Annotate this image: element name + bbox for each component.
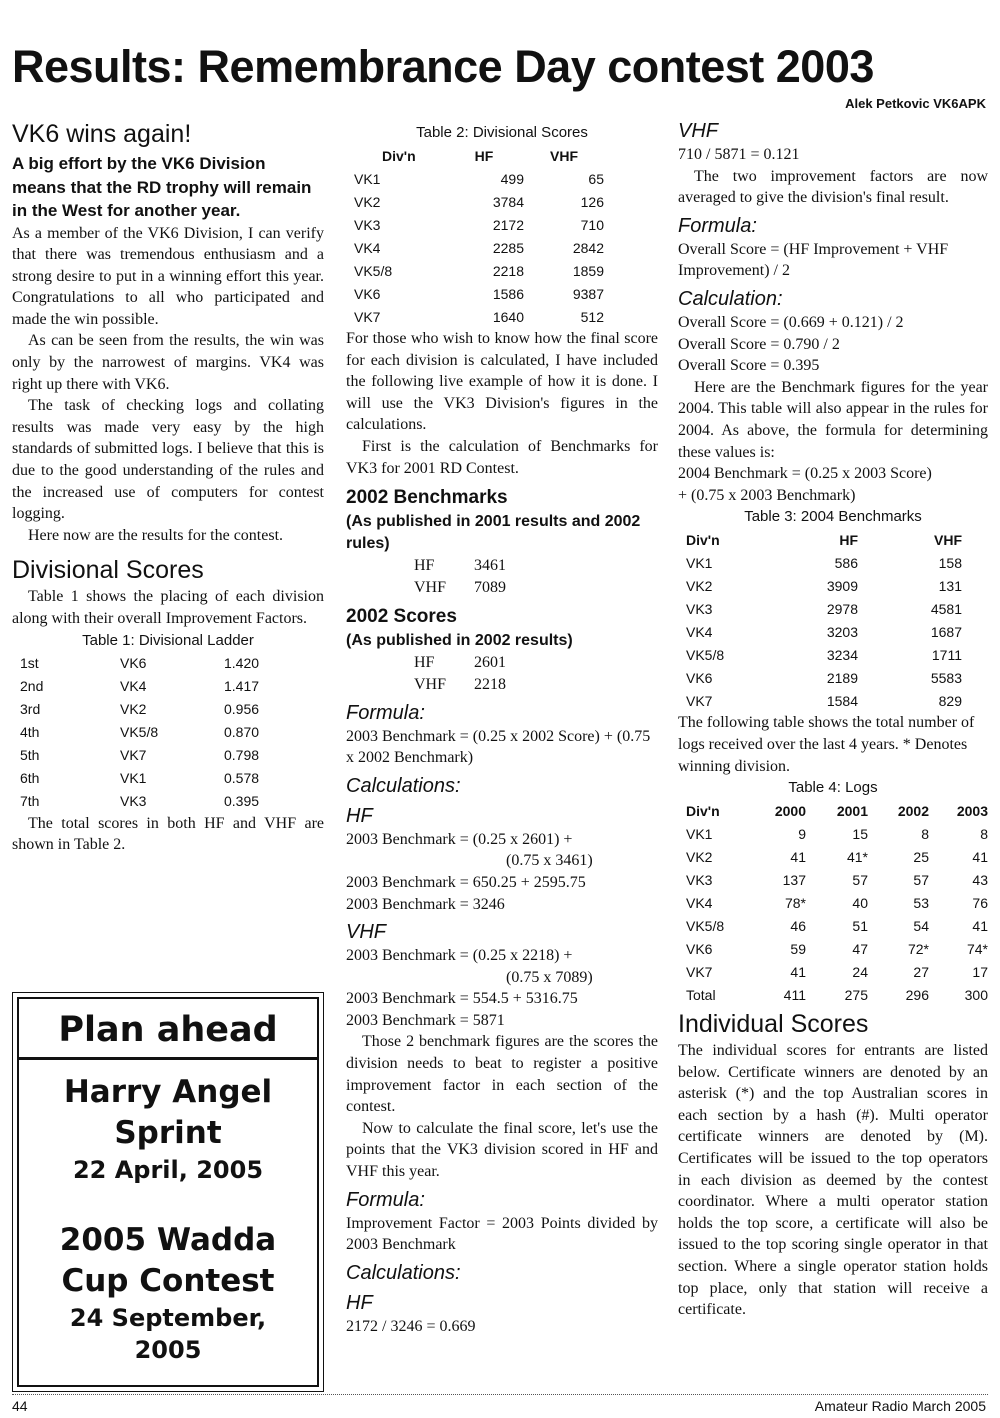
table-row xyxy=(686,914,988,937)
table-cell: VK4 xyxy=(686,623,713,640)
table-row xyxy=(686,822,988,845)
table-cell: VK2 xyxy=(686,848,713,865)
table-row xyxy=(20,721,280,744)
table-row xyxy=(686,643,962,666)
calc-line: Overall Score = 0.790 / 2 xyxy=(678,335,840,353)
table-cell: VK6 xyxy=(120,655,147,672)
table-cell: 137 xyxy=(782,871,806,888)
table-cell: VK4 xyxy=(686,894,713,911)
column-1 xyxy=(12,118,324,856)
table-cell: 57 xyxy=(852,871,868,888)
calc-line: 2003 Benchmark = 650.25 + 2595.75 xyxy=(346,873,586,891)
heading-hf: HF xyxy=(346,804,373,827)
table-cell: 3203 xyxy=(826,623,858,640)
table-2-caption: Table 2: Divisional Scores xyxy=(416,124,588,141)
heading-2002-scores: 2002 Scores xyxy=(346,606,457,628)
table-cell: 3784 xyxy=(492,193,524,210)
table-row xyxy=(686,597,962,620)
table-row xyxy=(686,574,962,597)
paragraph: First is the calculation of Benchmarks for VK3 for 2001 RD Contest. xyxy=(346,437,658,477)
table-row xyxy=(20,767,280,790)
table-cell: 512 xyxy=(580,308,604,325)
table-cell: 53 xyxy=(913,894,929,911)
table-cell: 3rd xyxy=(20,701,41,718)
paragraph: As a member of the VK6 Division, I can verify that there was tremendous enthusiasm and a strong desire to put in a winning effort this year. Congratulations to all who participated and made the win possible. xyxy=(12,224,324,328)
table-1-caption: Table 1: Divisional Ladder xyxy=(82,631,254,649)
table-cell: 54 xyxy=(913,917,929,934)
calc-line: (0.75 x 7089) xyxy=(506,968,593,986)
table-row xyxy=(354,213,604,236)
table-cell: 1859 xyxy=(572,262,604,279)
table-cell: VK3 xyxy=(686,871,713,888)
paragraph: Table 1 shows the placing of each division along with their overall Improvement Factors. xyxy=(12,588,324,627)
value: 7089 xyxy=(474,578,506,596)
event-date: 24 September, xyxy=(69,1304,267,1332)
table-cell: 7th xyxy=(20,793,40,810)
calc-line: 2003 Benchmark = (0.25 x 2218) + xyxy=(346,947,573,965)
subheading-benchmarks-source: (As published in 2001 results and 2002 rules) xyxy=(346,513,641,553)
table-cell: VK5/8 xyxy=(354,262,393,279)
label: HF xyxy=(414,654,435,672)
table-row xyxy=(686,689,962,712)
table-cell: 1.420 xyxy=(224,655,260,672)
table-cell: 25 xyxy=(913,848,929,865)
table-cell: 74* xyxy=(966,940,988,957)
event-name: Harry Angel xyxy=(63,1074,273,1110)
table-cell: VK4 xyxy=(354,239,381,256)
table-cell: 41 xyxy=(790,963,806,980)
calc-line: 2003 Benchmark = 554.5 + 5316.75 xyxy=(346,990,578,1008)
table-3-2004-benchmarks xyxy=(686,528,962,712)
table-cell: 2218 xyxy=(492,262,524,279)
table-cell: 15 xyxy=(852,825,868,842)
table-cell: 1584 xyxy=(826,692,858,709)
table-row xyxy=(354,305,604,328)
table-cell: 65 xyxy=(588,170,604,187)
table-1-divisional-ladder xyxy=(20,652,280,813)
table-row xyxy=(20,675,280,698)
table-4-caption: Table 4: Logs xyxy=(788,779,878,797)
table-cell: 3909 xyxy=(826,577,858,594)
table-cell: 126 xyxy=(580,193,604,210)
table-cell: 0.870 xyxy=(224,724,260,741)
table-cell: 0.798 xyxy=(224,747,260,764)
table-header-row xyxy=(686,799,988,822)
table-cell: 586 xyxy=(834,554,858,571)
table-cell: 0.578 xyxy=(224,770,260,787)
table-row xyxy=(20,744,280,767)
column-header: 2001 xyxy=(836,802,868,819)
column-header: HF xyxy=(474,147,494,164)
plan-ahead-frame xyxy=(17,997,319,1387)
table-row xyxy=(20,790,280,813)
table-cell: VK6 xyxy=(686,940,713,957)
calc-line: (0.75 x 3461) xyxy=(506,852,593,870)
table-row xyxy=(686,845,988,868)
table-cell: 43 xyxy=(972,871,988,888)
subheading-vk6-wins: VK6 wins again! xyxy=(12,120,192,148)
table-row xyxy=(354,167,604,190)
formula-text: Improvement Factor = 2003 Points divided by 2003 Benchmark xyxy=(346,1214,658,1254)
heading-vhf: VHF xyxy=(678,120,718,142)
table-row xyxy=(686,960,988,983)
table-cell: VK4 xyxy=(120,678,147,695)
table-cell: 1.417 xyxy=(224,678,260,695)
table-cell: 1640 xyxy=(492,308,524,325)
table-cell: 51 xyxy=(852,917,868,934)
calc-line: 2004 Benchmark = (0.25 x 2003 Score) xyxy=(678,465,932,483)
table-cell: 2189 xyxy=(826,669,858,686)
table-cell: 829 xyxy=(938,692,962,709)
heading-formula: Formula: xyxy=(346,701,425,724)
table-row xyxy=(686,666,962,689)
table-cell: 1711 xyxy=(931,646,962,663)
table-row xyxy=(686,891,988,914)
table-cell: 1687 xyxy=(930,623,962,640)
subheading-scores-source: (As published in 2002 results) xyxy=(346,632,573,650)
paragraph: As can be seen from the results, the win was only by the narrowest of margins. VK4 was right up there with VK6. xyxy=(12,332,324,393)
table-cell: 9387 xyxy=(572,285,604,302)
calc-line: 710 / 5871 = 0.121 xyxy=(678,146,800,163)
table-row xyxy=(686,620,962,643)
paragraph: The task of checking logs and collating results was made very easy by the high standards of submitted logs. I believe that this is due to the good understanding of the rules and the increased use of computers for contest logging. xyxy=(12,397,324,523)
table-cell: 131 xyxy=(938,577,962,594)
calc-line: 2003 Benchmark = 5871 xyxy=(346,1011,505,1029)
column-header: 2000 xyxy=(774,802,806,819)
table-cell: 0.956 xyxy=(224,701,260,718)
column-header: Div'n xyxy=(686,802,720,819)
table-cell: VK2 xyxy=(354,193,381,210)
heading-2002-benchmarks: 2002 Benchmarks xyxy=(346,487,508,509)
label: VHF xyxy=(414,675,447,693)
table-total-row xyxy=(686,983,988,1006)
table-cell: 47 xyxy=(852,940,868,957)
calc-line: 2003 Benchmark = 3246 xyxy=(346,895,505,913)
subheading-individual-scores: Individual Scores xyxy=(678,1010,869,1039)
footer-divider xyxy=(12,1394,988,1395)
table-cell: 4th xyxy=(20,724,40,741)
value: 2601 xyxy=(474,654,506,672)
table-row xyxy=(686,551,962,574)
event-name: Cup Contest xyxy=(61,1263,275,1299)
table-cell: 3234 xyxy=(826,646,858,663)
table-row xyxy=(354,282,604,305)
table-cell: 5583 xyxy=(930,669,962,686)
table-row xyxy=(354,190,604,213)
table-cell: 300 xyxy=(964,986,988,1003)
table-cell: 296 xyxy=(905,986,929,1003)
table-row xyxy=(354,236,604,259)
plan-ahead-box xyxy=(12,992,324,1392)
benchmark-hf xyxy=(346,555,658,577)
table-cell: 24 xyxy=(852,963,868,980)
table-cell: 46 xyxy=(790,917,806,934)
table-cell: 27 xyxy=(913,963,929,980)
table-cell: 57 xyxy=(913,871,929,888)
heading-formula: Formula: xyxy=(678,214,757,237)
table-cell: 41* xyxy=(846,848,868,865)
table-cell: VK3 xyxy=(686,600,713,617)
table-cell: 4581 xyxy=(930,600,962,617)
table-cell: VK7 xyxy=(120,747,147,764)
calc-line: + (0.75 x 2003 Benchmark) xyxy=(678,486,856,504)
table-cell: 2842 xyxy=(572,239,604,256)
paragraph: Those 2 benchmark figures are the scores the division needs to beat to register a positive improvement factor in each section of the contest. xyxy=(346,1033,658,1116)
lead-paragraph: A big effort by the VK6 Division means that the RD trophy will remain in the West for another year. xyxy=(12,154,312,220)
calc-line: 2003 Benchmark = (0.25 x 2601) + xyxy=(346,830,573,848)
table-row xyxy=(20,698,280,721)
table-cell: VK3 xyxy=(354,216,381,233)
table-cell: VK1 xyxy=(686,825,713,842)
paragraph: The individual scores for entrants are listed below. Certificate winners are denoted by an asterisk (*) and the top Australian scores in each section by a hash (#). Multi operator certificate winners are denoted by (M). Certificates will be issued to the top operators in each division as deemed by the contest coordinator. Where a multi operator station holds the top score, a certificate will also be issued to the top scoring single operator in that section. Where a single operator station holds top place, only that station will receive a certificate. xyxy=(678,1042,988,1319)
table-cell: 5th xyxy=(20,747,40,764)
heading-calculations: Calculations: xyxy=(346,1261,461,1284)
table-cell: 9 xyxy=(798,825,806,842)
paragraph: The following table shows the total number of logs received over the last 4 years. * Denotes winning division. xyxy=(678,714,975,775)
table-cell: VK7 xyxy=(354,308,381,325)
heading-vhf: VHF xyxy=(346,921,386,944)
column-header: VHF xyxy=(934,531,962,548)
paragraph: Now to calculate the final score, let's use the points that the VK3 division scored in HF and VHF this year. xyxy=(346,1119,658,1181)
table-cell: Total xyxy=(686,986,716,1003)
table-cell: 72* xyxy=(907,940,929,957)
table-cell: 275 xyxy=(844,986,868,1003)
score-hf xyxy=(346,652,658,674)
table-cell: 17 xyxy=(972,963,988,980)
table-row xyxy=(354,259,604,282)
table-cell: 8 xyxy=(980,825,988,842)
table-row xyxy=(686,937,988,960)
column-header: Div'n xyxy=(382,147,416,164)
value: 2218 xyxy=(474,675,506,693)
table-cell: 1586 xyxy=(492,285,524,302)
divider xyxy=(19,1057,317,1060)
event-date: 2005 xyxy=(134,1336,202,1364)
column-header: 2003 xyxy=(956,802,988,819)
table-4-logs xyxy=(686,799,988,1006)
column-3 xyxy=(678,118,988,1321)
paragraph: Here are the Benchmark figures for the year 2004. This table will also appear in the rules for 2004. As above, the formula for determining these values is: xyxy=(678,378,988,461)
table-cell: 40 xyxy=(852,894,868,911)
article-title: Results: Remembrance Day contest 2003 xyxy=(12,41,874,92)
table-cell: 41 xyxy=(790,848,806,865)
table-cell: 78* xyxy=(784,894,806,911)
paragraph: The two improvement factors are now averaged to give the division's final result. xyxy=(678,167,988,207)
formula-text: Overall Score = (HF Improvement + VHF Improvement) / 2 xyxy=(678,240,949,280)
table-cell: 499 xyxy=(500,170,524,187)
table-cell: 6th xyxy=(20,770,40,787)
table-2-divisional-scores xyxy=(354,144,604,328)
table-3-caption: Table 3: 2004 Benchmarks xyxy=(744,508,922,526)
table-cell: 710 xyxy=(580,216,604,233)
table-row xyxy=(686,868,988,891)
event-date: 22 April, 2005 xyxy=(72,1156,264,1184)
paragraph: The total scores in both HF and VHF are shown in Table 2. xyxy=(12,814,324,854)
table-cell: VK7 xyxy=(686,963,713,980)
calc-line: 2172 / 3246 = 0.669 xyxy=(346,1317,476,1335)
value: 3461 xyxy=(474,557,506,575)
table-header-row xyxy=(686,528,962,551)
table-cell: 2285 xyxy=(492,239,524,256)
label: HF xyxy=(414,557,435,575)
plan-ahead-title: Plan ahead xyxy=(58,1010,278,1050)
score-vhf xyxy=(346,674,658,696)
table-cell: 158 xyxy=(938,554,962,571)
paragraph: For those who wish to know how the final score for each division is calculated, I have included the following live example of how it is done. I will use the VK3 Division's figures in the calculations. xyxy=(346,330,658,434)
table-cell: VK2 xyxy=(686,577,713,594)
column-header: 2002 xyxy=(897,802,929,819)
table-cell: VK5/8 xyxy=(686,917,725,934)
table-cell: 59 xyxy=(790,940,806,957)
formula-text: 2003 Benchmark = (0.25 x 2002 Score) + (0.75 x 2002 Benchmark) xyxy=(346,727,651,767)
heading-calculation: Calculation: xyxy=(678,287,783,310)
benchmark-vhf xyxy=(346,577,658,599)
table-cell: VK2 xyxy=(120,701,147,718)
table-cell: VK5/8 xyxy=(686,646,725,663)
heading-calculations: Calculations: xyxy=(346,774,461,797)
column-header: Div'n xyxy=(686,531,720,548)
table-cell: 1st xyxy=(20,655,39,672)
table-cell: 411 xyxy=(783,986,806,1003)
publication-name: Amateur Radio March 2005 xyxy=(814,1398,986,1414)
table-cell: VK1 xyxy=(686,554,713,571)
heading-formula: Formula: xyxy=(346,1188,425,1211)
calc-line: Overall Score = 0.395 xyxy=(678,357,820,375)
table-cell: 2978 xyxy=(826,600,858,617)
table-cell: VK1 xyxy=(354,170,381,187)
event-name: Sprint xyxy=(114,1115,222,1151)
calc-line: Overall Score = (0.669 + 0.121) / 2 xyxy=(678,313,904,331)
table-cell: VK6 xyxy=(354,285,381,302)
table-cell: 0.395 xyxy=(224,793,260,810)
table-cell: 8 xyxy=(921,825,929,842)
paragraph: Here now are the results for the contest. xyxy=(28,526,284,544)
table-cell: 2172 xyxy=(492,216,524,233)
author-byline: Alek Petkovic VK6APK xyxy=(845,96,986,111)
table-cell: 76 xyxy=(972,894,988,911)
table-row xyxy=(20,652,280,675)
table-cell: VK7 xyxy=(686,692,713,709)
table-cell: VK6 xyxy=(686,669,713,686)
table-cell: VK3 xyxy=(120,793,147,810)
column-header: HF xyxy=(839,531,858,548)
table-cell: 41 xyxy=(972,917,988,934)
table-cell: 2nd xyxy=(20,678,44,695)
heading-hf: HF xyxy=(346,1291,373,1314)
table-header-row xyxy=(354,144,604,167)
label: VHF xyxy=(414,578,447,596)
event-name: 2005 Wadda xyxy=(59,1222,277,1258)
table-cell: VK1 xyxy=(120,770,147,787)
column-header: VHF xyxy=(550,147,578,164)
table-cell: VK5/8 xyxy=(120,724,159,741)
page-number: 44 xyxy=(12,1398,28,1414)
subheading-divisional-scores: Divisional Scores xyxy=(12,556,204,585)
table-cell: 41 xyxy=(972,848,988,865)
column-2 xyxy=(346,122,658,1337)
